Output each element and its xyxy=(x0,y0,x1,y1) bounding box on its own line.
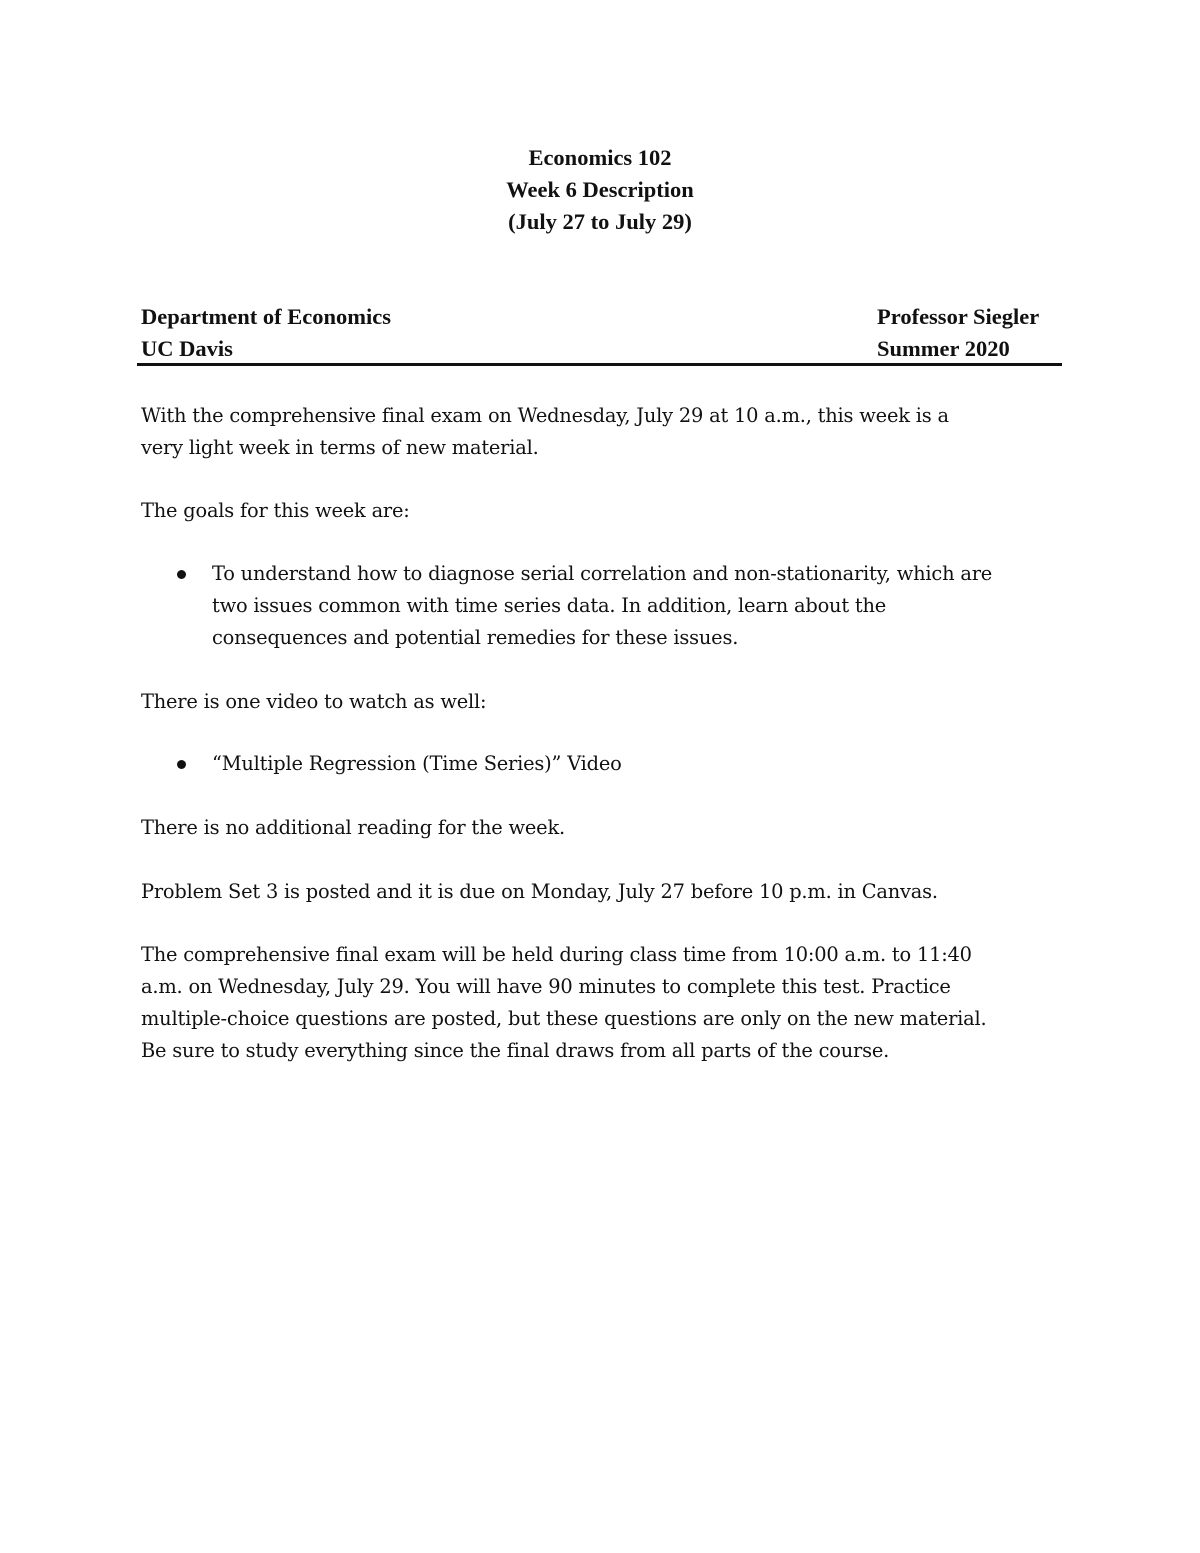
intro-line: With the comprehensive final exam on Wednesday, July 29 at 10 a.m., this week is a xyxy=(141,404,949,427)
goals-intro: The goals for this week are: xyxy=(141,499,410,522)
problem-set-paragraph xyxy=(141,876,1063,908)
final-exam-line: The comprehensive final exam will be held during class time from 10:00 a.m. to 11:40 xyxy=(141,943,972,966)
goals-intro-paragraph xyxy=(141,495,1063,527)
list-item xyxy=(141,748,1063,780)
final-exam-line: Be sure to study everything since the final draws from all parts of the course. xyxy=(141,1039,890,1062)
school-name: UC Davis xyxy=(141,336,233,361)
videos-list xyxy=(141,748,1063,780)
video-intro: There is one video to watch as well: xyxy=(141,690,487,713)
goal-line: two issues common with time series data. In addition, learn about the xyxy=(212,594,887,617)
problem-set-note: Problem Set 3 is posted and it is due on Monday, July 27 before 10 p.m. in Canvas. xyxy=(141,880,938,903)
list-item xyxy=(141,558,1063,654)
bullet-icon xyxy=(177,760,186,769)
reading-paragraph xyxy=(141,812,1063,844)
intro-paragraph xyxy=(141,400,1063,464)
goals-list xyxy=(141,558,1063,654)
final-exam-paragraph xyxy=(141,939,1063,1067)
document-title-block xyxy=(0,142,1200,238)
intro-line: very light week in terms of new material. xyxy=(141,436,539,459)
video-title: “Multiple Regression (Time Series)” Video xyxy=(212,752,622,775)
video-intro-paragraph xyxy=(141,686,1063,718)
bullet-icon xyxy=(177,570,186,579)
week-title: Week 6 Description xyxy=(506,177,694,202)
header-divider xyxy=(137,363,1062,366)
department-name: Department of Economics xyxy=(141,304,391,329)
goal-line: consequences and potential remedies for these issues. xyxy=(212,626,739,649)
course-title: Economics 102 xyxy=(528,145,672,170)
reading-note: There is no additional reading for the week. xyxy=(141,816,565,839)
week-dates: (July 27 to July 29) xyxy=(508,209,692,234)
goal-line: To understand how to diagnose serial correlation and non-stationarity, which are xyxy=(212,562,993,585)
final-exam-line: a.m. on Wednesday, July 29. You will have 90 minutes to complete this test. Practice xyxy=(141,975,951,998)
final-exam-line: multiple-choice questions are posted, but these questions are only on the new material. xyxy=(141,1007,987,1030)
professor-name: Professor Siegler xyxy=(877,304,1040,329)
term-name: Summer 2020 xyxy=(877,336,1010,361)
